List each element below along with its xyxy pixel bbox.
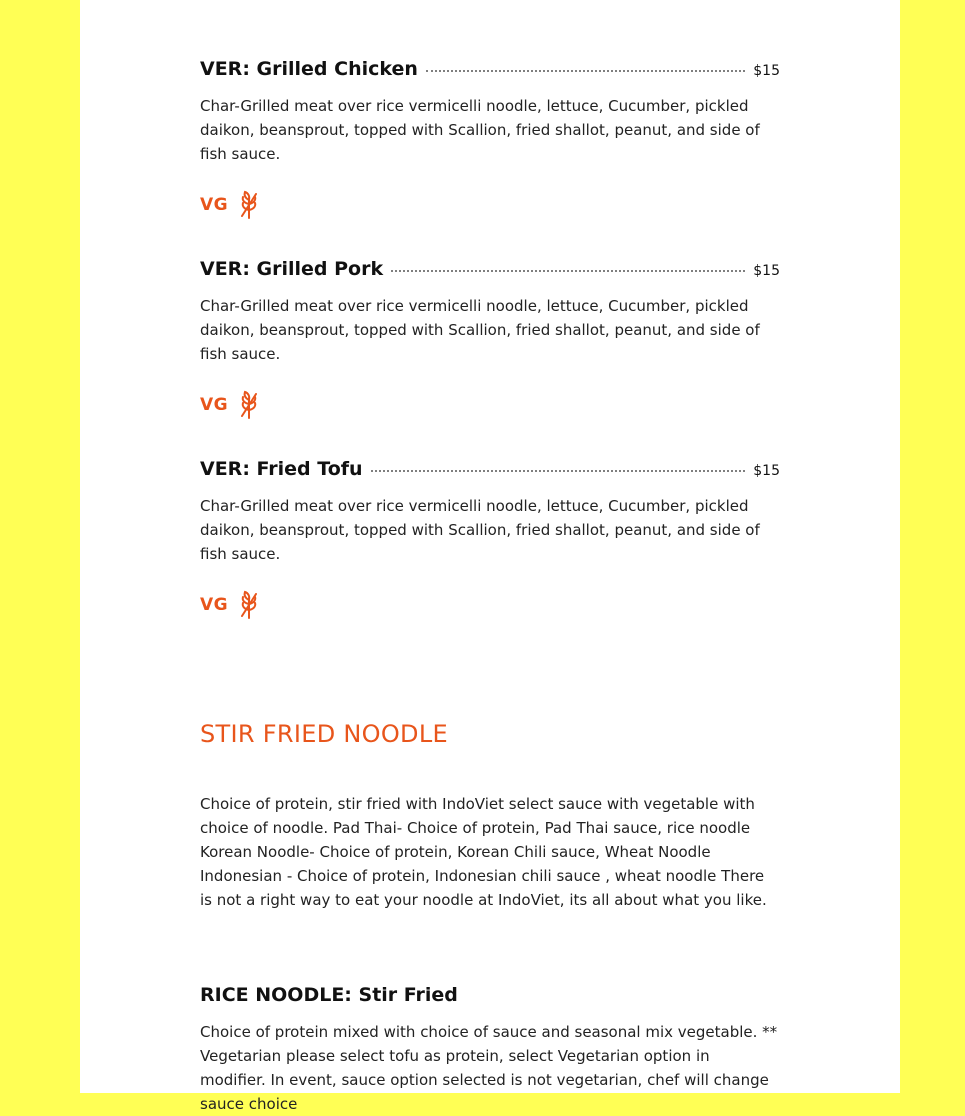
menu-item-header <box>200 258 780 286</box>
dietary-tags <box>200 590 780 620</box>
dot-leader <box>371 470 746 472</box>
section-description: Choice of protein, stir fried with IndoViet select sauce with vegetable with choice of noodle. Pad Thai- Choice of protein, Pad Thai sauce, rice noodle Korean Noodle- Choice of protein, Korean Chili sauce, Wheat Noodle Indonesian - Choice of protein, Indonesian chili sauce , wheat noodle There is not a right way to eat your noodle at IndoViet, its all about what you like. <box>200 795 767 909</box>
menu-item-name: RICE NOODLE: Stir Fried <box>200 984 458 1006</box>
menu-item-description: Choice of protein mixed with choice of sauce and seasonal mix vegetable. ** Vegetarian please select tofu as protein, select Vegetarian option in modifier. In event, sauce option selected is not vegetarian, chef will change sauce choice <box>200 1023 778 1113</box>
dot-leader <box>391 270 745 272</box>
menu-item-name: VER: Grilled Chicken <box>200 58 418 80</box>
menu-item-name: VER: Grilled Pork <box>200 258 384 280</box>
vegan-tag: VG <box>200 195 229 215</box>
menu-item-price: $15 <box>753 63 780 79</box>
dietary-tags <box>200 390 780 420</box>
menu-page <box>80 0 900 1113</box>
menu-item-price: $15 <box>753 463 780 479</box>
gluten-free-icon <box>240 390 258 420</box>
menu-item[interactable] <box>200 258 780 420</box>
menu-item-description: Char-Grilled meat over rice vermicelli noodle, lettuce, Cucumber, pickled daikon, beansprout, topped with Scallion, fried shallot, peanut, and side of fish sauce. <box>200 497 760 563</box>
menu-item-name: VER: Fried Tofu <box>200 458 363 480</box>
menu-item-description: Char-Grilled meat over rice vermicelli noodle, lettuce, Cucumber, pickled daikon, beansprout, topped with Scallion, fried shallot, peanut, and side of fish sauce. <box>200 97 760 163</box>
menu-item-header <box>200 458 780 486</box>
section-title: STIR FRIED NOODLE <box>200 720 448 748</box>
menu-item[interactable] <box>200 984 780 1116</box>
menu-item-header <box>200 984 780 1012</box>
gluten-free-icon <box>240 190 258 220</box>
dietary-tags <box>200 190 780 220</box>
menu-item[interactable] <box>200 58 780 220</box>
menu-item-header <box>200 58 780 86</box>
menu-item[interactable] <box>200 458 780 620</box>
vegan-tag: VG <box>200 395 229 415</box>
menu-item-price: $15 <box>753 263 780 279</box>
dot-leader <box>426 70 745 72</box>
vegan-tag: VG <box>200 595 229 615</box>
menu-item-description: Char-Grilled meat over rice vermicelli noodle, lettuce, Cucumber, pickled daikon, beansprout, topped with Scallion, fried shallot, peanut, and side of fish sauce. <box>200 297 760 363</box>
gluten-free-icon <box>240 590 258 620</box>
